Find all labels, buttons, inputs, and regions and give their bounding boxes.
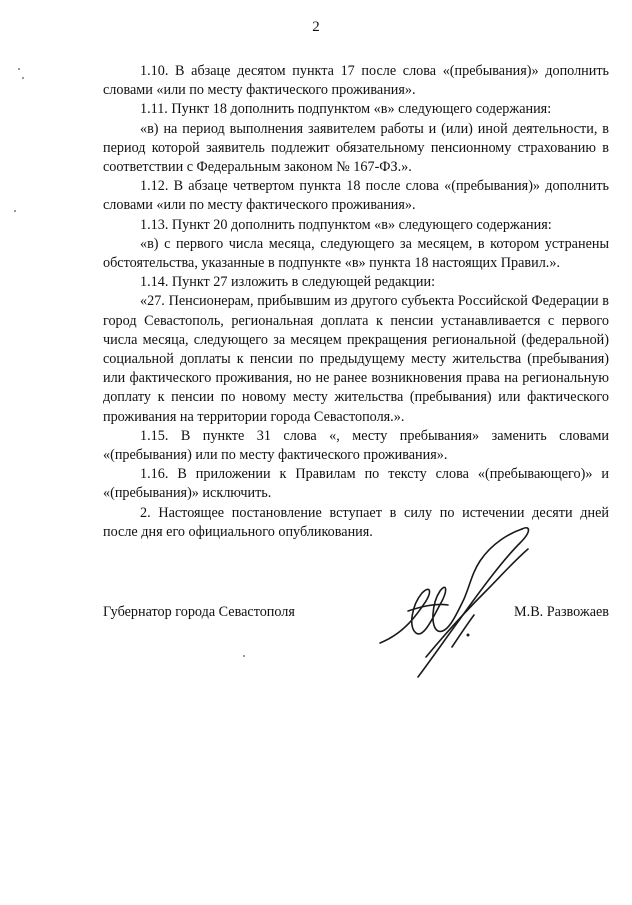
scan-speck — [18, 68, 20, 70]
paragraph-2: 2. Настоящее постановление вступает в силу по истечении десяти дней после дня его официального опубликования. — [103, 504, 609, 540]
paragraph-1-11: 1.11. Пункт 18 дополнить подпунктом «в» следующего содержания: — [140, 101, 552, 118]
signatory-position: Губернатор города Севастополя — [103, 604, 295, 620]
signatory-name: М.В. Развожаев — [514, 604, 609, 620]
paragraph-1-14: 1.14. Пункт 27 изложить в следующей редакции: — [140, 274, 436, 291]
paragraph-1-11-quote: «в) на период выполнения заявителем работы и (или) иной деятельности, в период которой заявитель подлежит обязательному пенсионному страхованию в соответствии с Федеральным законом № 167-ФЗ.». — [103, 120, 609, 176]
scan-speck — [14, 210, 16, 212]
scan-speck — [22, 77, 24, 79]
page-number: 2 — [312, 19, 320, 35]
scan-speck — [243, 655, 245, 657]
paragraph-1-10: 1.10. В абзаце десятом пункта 17 после слова «(пребывания)» дополнить словами «или по месту фактического проживания». — [103, 63, 609, 99]
paragraph-1-15: 1.15. В пункте 31 слова «, месту пребывания» заменить словами «(пребывания) или по месту фактического проживания». — [103, 427, 609, 464]
paragraph-1-14-quote: «27. Пенсионерам, прибывшим из другого субъекта Российской Федерации в город Севастополь, региональная доплата к пенсии устанавливается с первого числа месяца, следующего за месяцем прекращения региональной (федеральной) социальной доплаты к пенсии по предыдущему месту жительства (пребывания) или фактического проживания, но не ранее возникновения права на региональную доплату к пенсии по новому месту жительства (пребывания) или фактического проживания на территории города Севастополя.». — [103, 293, 609, 425]
paragraph-1-12: 1.12. В абзаце четвертом пункта 18 после слова «(пребывания)» дополнить словами «или по месту фактического проживания». — [103, 178, 609, 214]
handwritten-signature — [360, 515, 550, 695]
paragraph-1-13-quote: «в) с первого числа месяца, следующего за месяцем, в котором устранены обстоятельства, указанные в подпункте «в» пункта 18 настоящих Правил.». — [103, 235, 609, 272]
paragraph-1-16: 1.16. В приложении к Правилам по тексту слова «(пребывающего)» и «(пребывания)» исключить. — [103, 466, 609, 502]
paragraph-1-13: 1.13. Пункт 20 дополнить подпунктом «в» следующего содержания: — [140, 216, 552, 233]
document-body — [103, 62, 609, 542]
